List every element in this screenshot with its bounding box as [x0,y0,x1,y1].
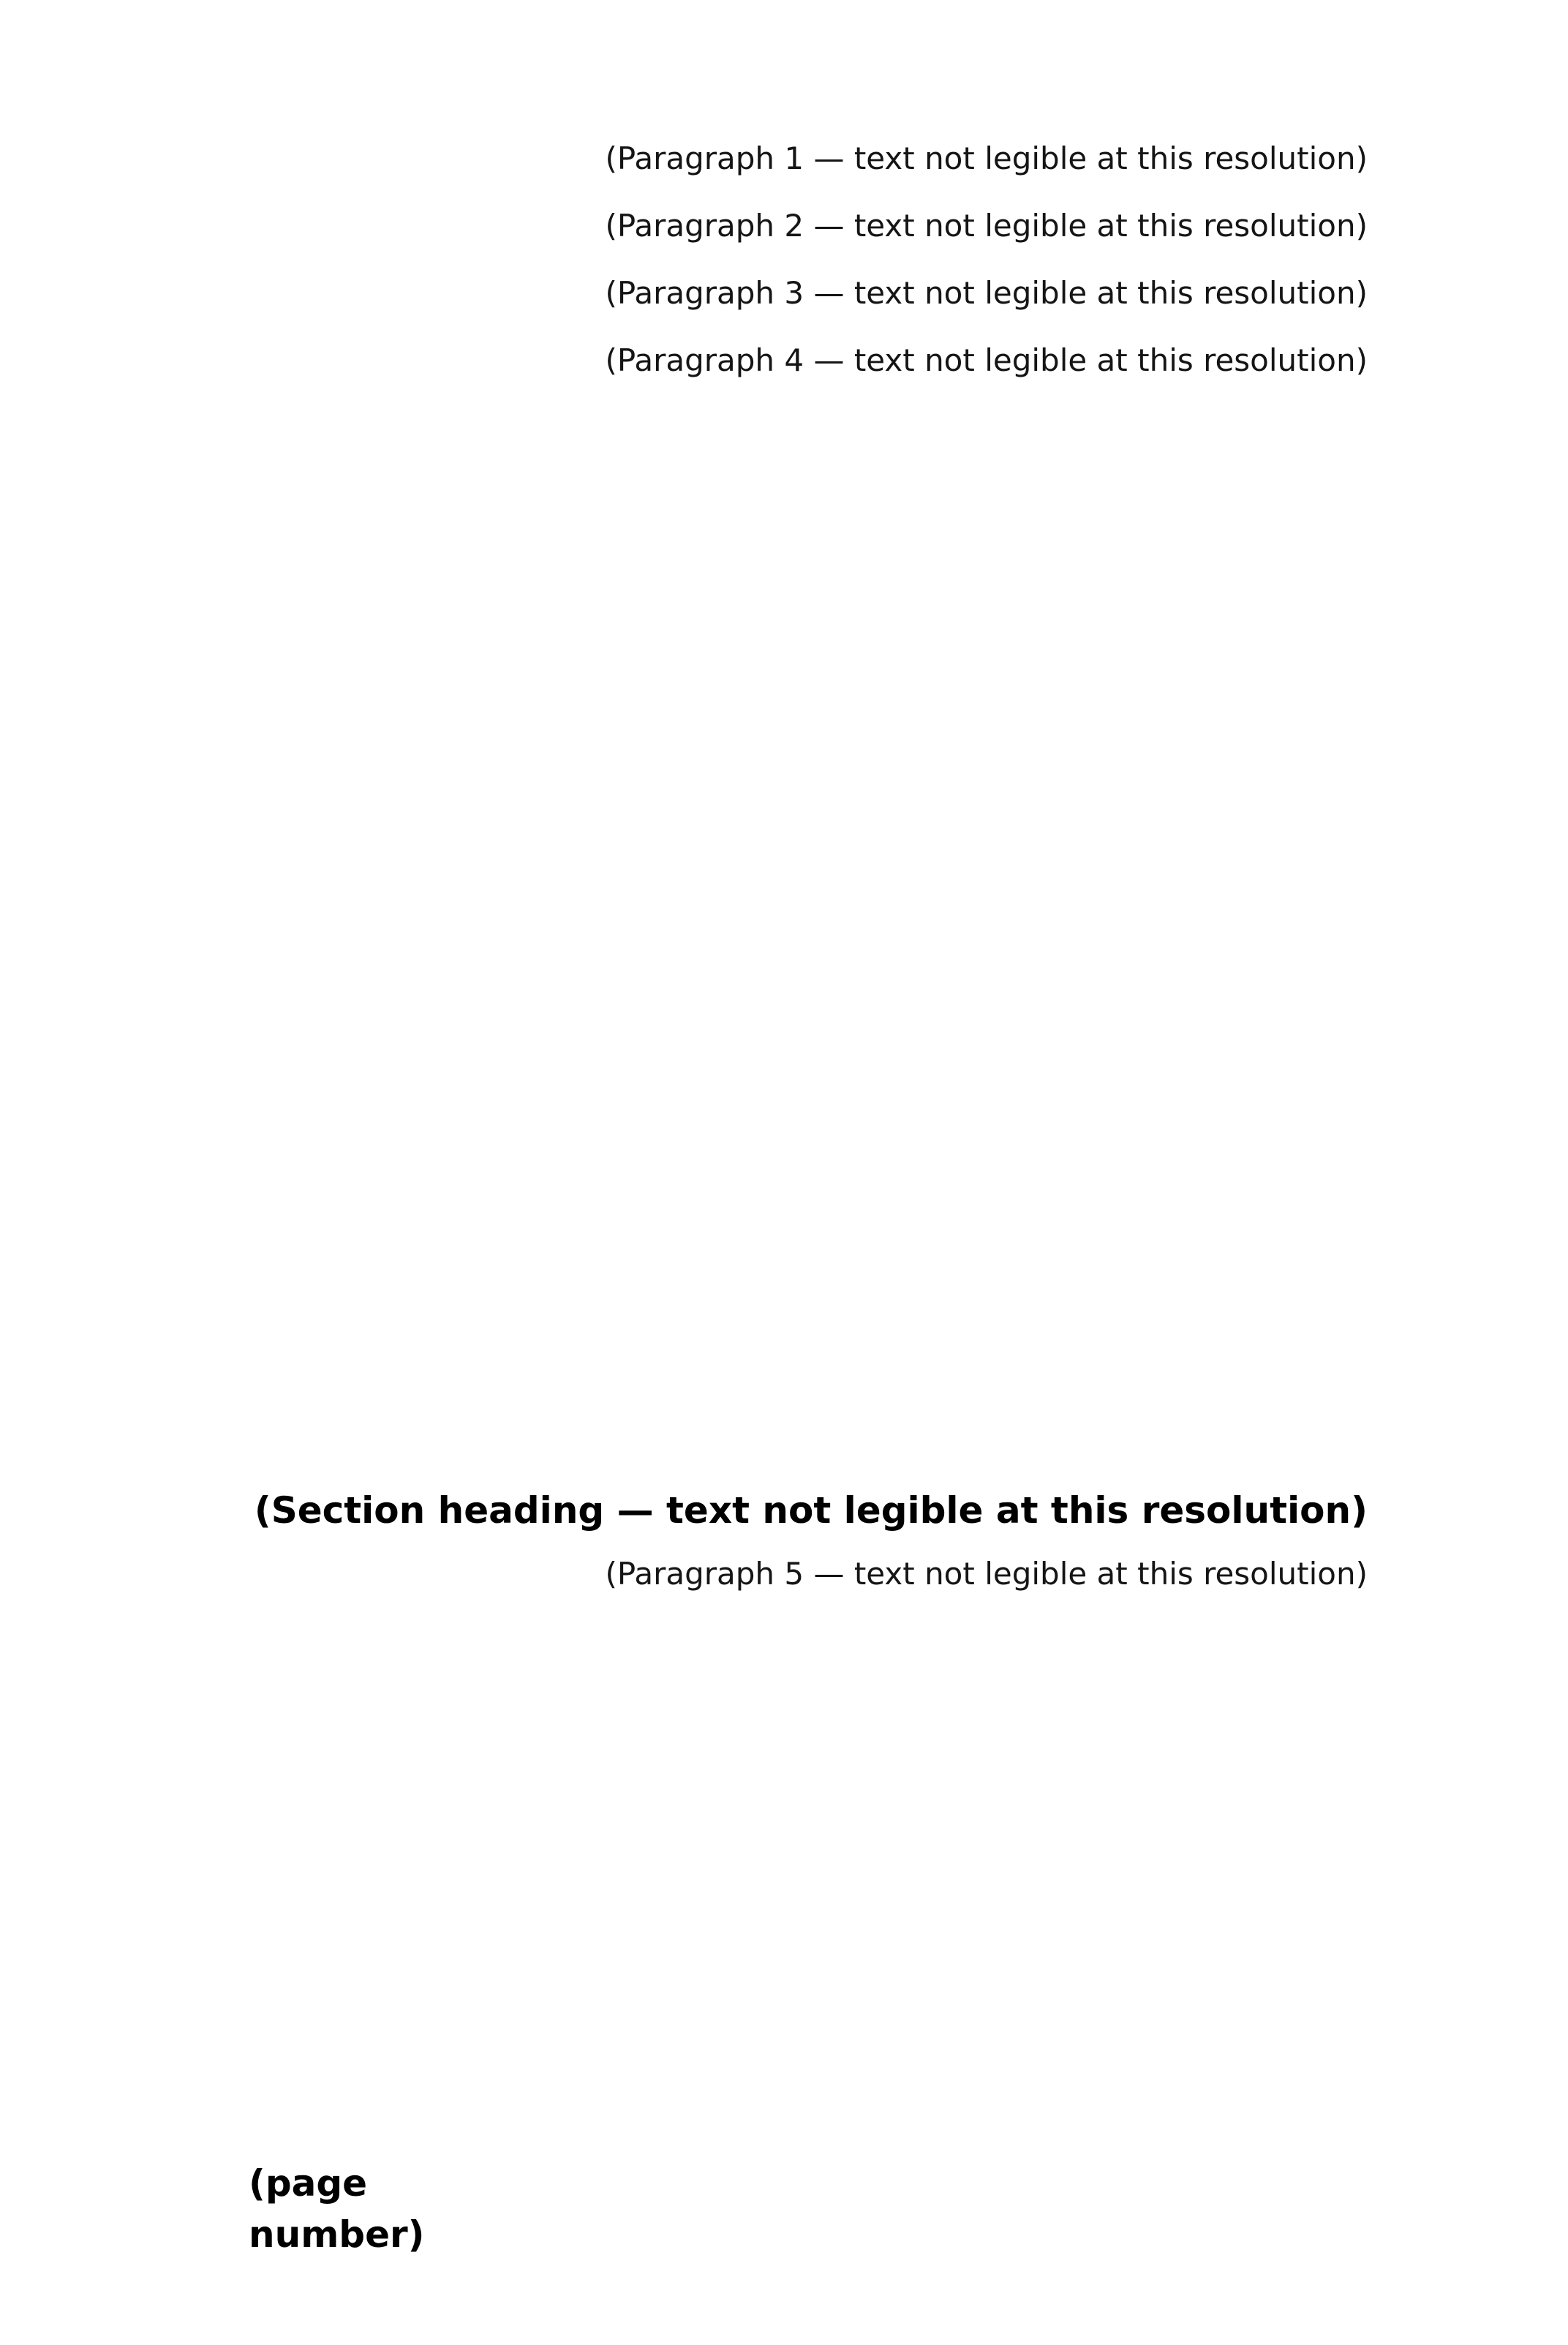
paragraph-5: (Paragraph 5 — text not legible at this resolution) [605,1556,1368,1592]
text-block-upper [241,132,1368,401]
paragraph-2: (Paragraph 2 — text not legible at this resolution) [605,208,1368,244]
section-heading: (Section heading — text not legible at this resolution) [254,1489,1368,1532]
page-number: (page number) [249,2162,425,2256]
paragraph-1: (Paragraph 1 — text not legible at this resolution) [605,140,1368,176]
paragraph-4: (Paragraph 4 — text not legible at this resolution) [605,342,1368,378]
paragraph-3: (Paragraph 3 — text not legible at this resolution) [605,275,1368,311]
text-block-lower [241,1547,1368,1614]
